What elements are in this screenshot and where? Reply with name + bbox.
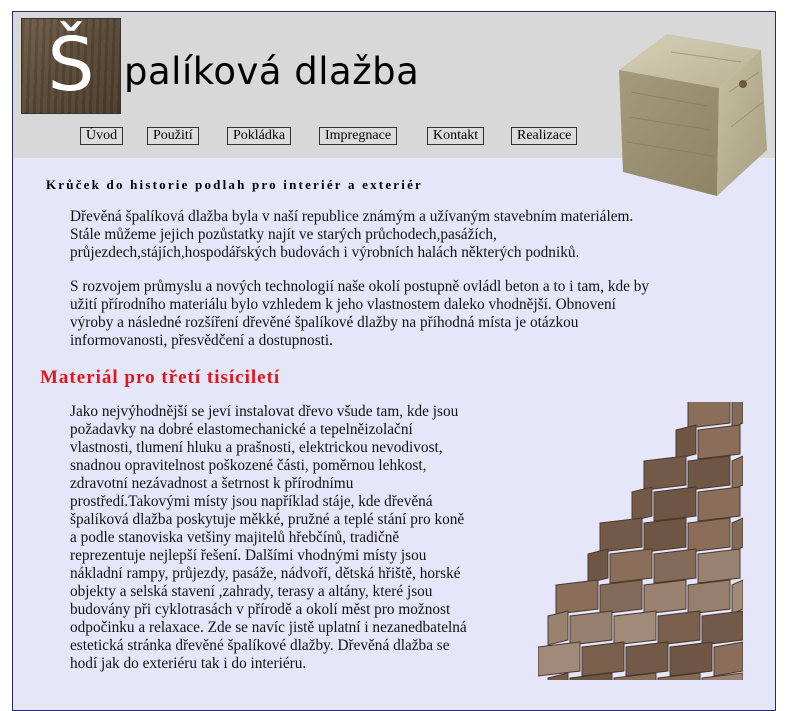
material-line: špalíková dlažba poskytuje měkké, pružné a teplé stání pro koně <box>70 511 465 528</box>
intro-p2-line: informovanosti, přesvědčení a dostupnosti. <box>70 332 333 349</box>
intro-p2-line: výroby a následné rozšíření dřevěné špalíkové dlažby na příhodná místa je otázkou <box>70 314 579 331</box>
nav-uvod[interactable]: Úvod <box>80 127 123 145</box>
nav-kontakt[interactable]: Kontakt <box>427 127 484 145</box>
material-line: zdravotní nezávadnost a šetrnost k přírodnímu <box>70 475 354 492</box>
material-line: vlastnosti, tlumení hluku a prašnosti, elektrickou nevodivost, <box>70 439 443 456</box>
material-line: snadnou opravitelnost poškozené části, poměrnou lehkost, <box>70 457 427 474</box>
material-line: nákladní rampy, průjezdy, pasáže, nádvoří, dětská hřiště, horské <box>70 565 461 582</box>
material-line: estetická stránka dřevěné špalíkové dlažby. Dřevěná dlažba se <box>70 637 450 654</box>
material-line: hodí jak do exteriéru tak i do interiéru. <box>70 655 307 672</box>
wood-block-logo <box>21 18 121 114</box>
intro-paragraph-1 <box>70 208 760 262</box>
material-paragraph <box>70 403 540 673</box>
intro-p1-line: průjezdech,stájích,hospodářských budovách i výrobních halách některých podniků. <box>70 244 580 261</box>
nav-impregnace[interactable]: Impregnace <box>319 127 397 145</box>
material-line: Jako nejvýhodnější se jeví instalovat dřevo všude tam, kde jsou <box>70 403 459 420</box>
material-line: reprezentuje nejlepší řešení. Dalšími vhodnými místy jsou <box>70 547 427 564</box>
material-line: budovány při cyklotrasách v přírodě a okolí měst pro možnost <box>70 601 451 618</box>
page-frame <box>12 11 776 711</box>
logo-letter: Š <box>47 22 95 108</box>
intro-paragraph-2 <box>70 278 760 350</box>
wood-tile-floor-image <box>538 402 743 680</box>
material-heading: Materiál pro třetí tisíciletí <box>40 367 281 388</box>
nav-pokladka[interactable]: Pokládka <box>227 127 291 145</box>
material-line: a podle stanoviska vetšiny majitelů hřebčínů, tradičně <box>70 529 400 546</box>
intro-p1-line: Stále můžeme jejich pozůstatky najít ve starých průchodech,pasážích, <box>70 226 497 243</box>
material-line: objekty a selská stavení ,zahrady, terasy a altány, které jsou <box>70 583 433 600</box>
intro-p2-line: užití přírodního materiálu bylo vzhledem k jeho vlastnostem daleko vhodnější. Obnovení <box>70 296 616 313</box>
material-line: požadavky na dobré elastomechanické a tepelněizolační <box>70 421 413 438</box>
material-line: prostředí.Takovými místy jsou například stáje, kde dřevěná <box>70 493 433 510</box>
material-line: odpočinku a relaxace. Zde se navíc jistě uplatní i nezanedbatelná <box>70 619 467 636</box>
wooden-cube-image <box>611 32 769 197</box>
site-title: palíková dlažba <box>124 50 420 93</box>
intro-p2-line: S rozvojem průmyslu a nových technologií naše okolí postupně ovládl beton a to i tam, kde by <box>70 278 650 295</box>
intro-p1-line: Dřevěná špalíková dlažba byla v naší republice známým a užívaným stavebním materiálem. <box>70 208 634 225</box>
intro-subheading: Krůček do historie podlah pro interiér a exteriér <box>46 177 424 192</box>
nav-pouziti[interactable]: Použití <box>147 127 199 145</box>
nav-realizace[interactable]: Realizace <box>511 127 577 145</box>
